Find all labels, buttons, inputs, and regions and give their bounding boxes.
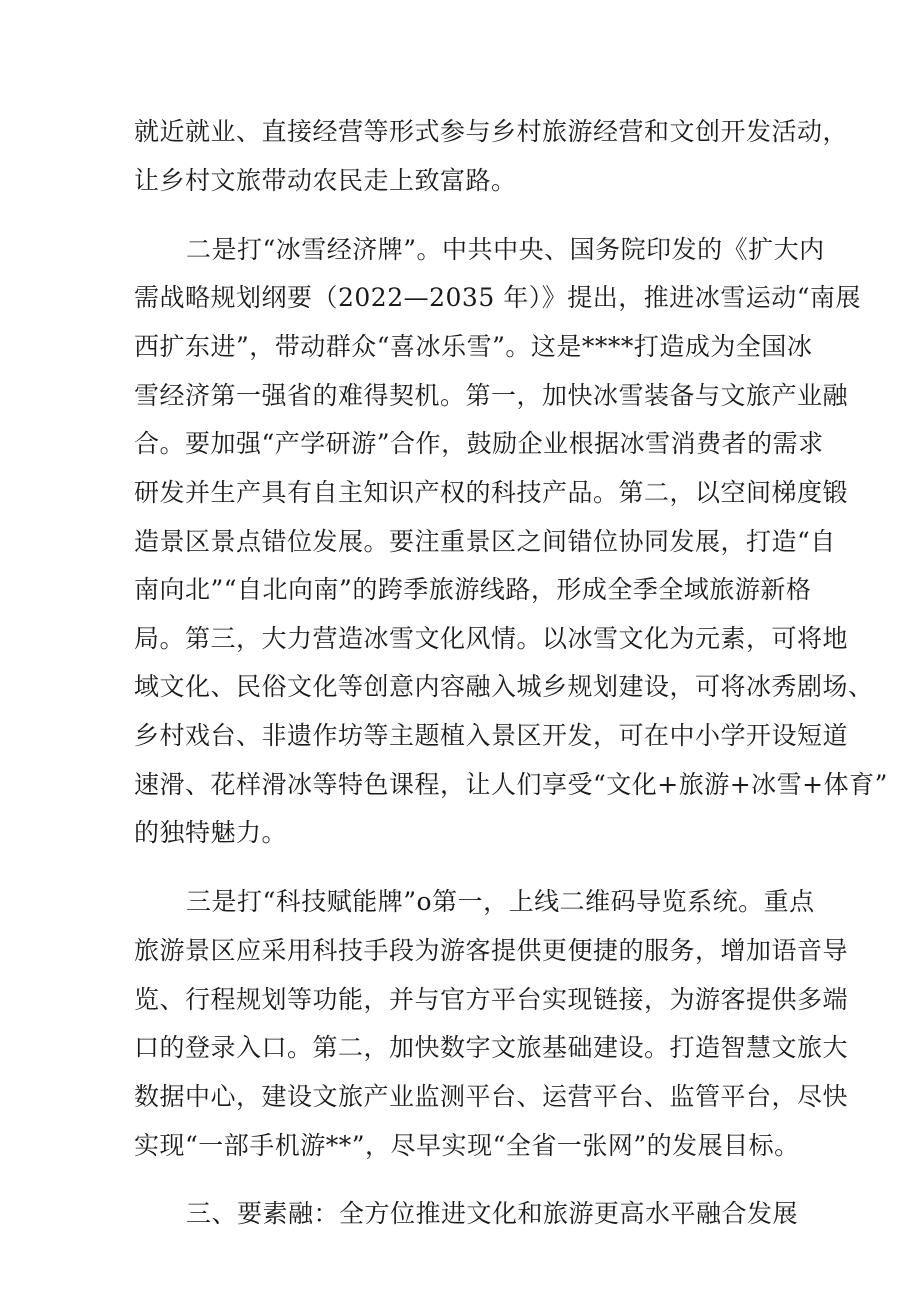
text-line: 览、行程规划等功能，并与官方平台实现链接，为游客提供多端 (134, 985, 849, 1014)
text-line: 口的登录入口。第二，加快数字文旅基础建设。打造智慧文旅大 (134, 1033, 849, 1062)
text-line: 造景区景点错位发展。要注重景区之间错位协同发展，打造“自 (134, 527, 836, 556)
text-line: 速滑、花样滑冰等特色课程，让人们享受“文化+旅游+冰雪+体育” (134, 770, 888, 799)
section-heading: 三、要素融：全方位推进文化和旅游更高水平融合发展 (186, 1199, 799, 1228)
text-line: 需战略规划纲要（2022—2035 年）》提出，推进冰雪运动“南展 (134, 283, 861, 312)
text-line: 雪经济第一强省的难得契机。第一，加快冰雪装备与文旅产业融 (134, 381, 849, 410)
text-line: 让乡村文旅带动农民走上致富路。 (134, 166, 517, 195)
text-line: 三是打“科技赋能牌”o第一，上线二维码导览系统。重点 (186, 887, 815, 916)
text-line: 数据中心，建设文旅产业监测平台、运营平台、监管平台，尽快 (134, 1082, 849, 1111)
text-line: 旅游景区应采用科技手段为游客提供更便捷的服务，增加语音导 (134, 936, 849, 965)
text-line: 的独特魅力。 (134, 818, 288, 847)
text-line: 就近就业、直接经营等形式参与乡村旅游经营和文创开发活动， (134, 117, 849, 146)
text-line: 研发并生产具有自主知识产权的科技产品。第二，以空间梯度锻 (134, 478, 849, 507)
text-line: 乡村戏台、非遗作坊等主题植入景区开发，可在中小学开设短道 (134, 721, 849, 750)
text-line: 西扩东进”，带动群众“喜冰乐雪”。这是****打造成为全国冰 (134, 332, 813, 361)
text-line: 南向北”“自北向南”的跨季旅游线路，形成全季全域旅游新格 (134, 575, 812, 604)
text-line: 局。第三，大力营造冰雪文化风情。以冰雪文化为元素，可将地 (134, 624, 849, 653)
text-line: 实现“一部手机游**”，尽早实现“全省一张网”的发展目标。 (134, 1131, 800, 1160)
text-line: 合。要加强“产学研游”合作，鼓励企业根据冰雪消费者的需求 (134, 429, 824, 458)
text-line: 域文化、民俗文化等创意内容融入城乡规划建设，可将冰秀剧场、 (134, 672, 874, 701)
text-line: 二是打“冰雪经济牌”。中共中央、国务院印发的《扩大内 (186, 235, 825, 264)
